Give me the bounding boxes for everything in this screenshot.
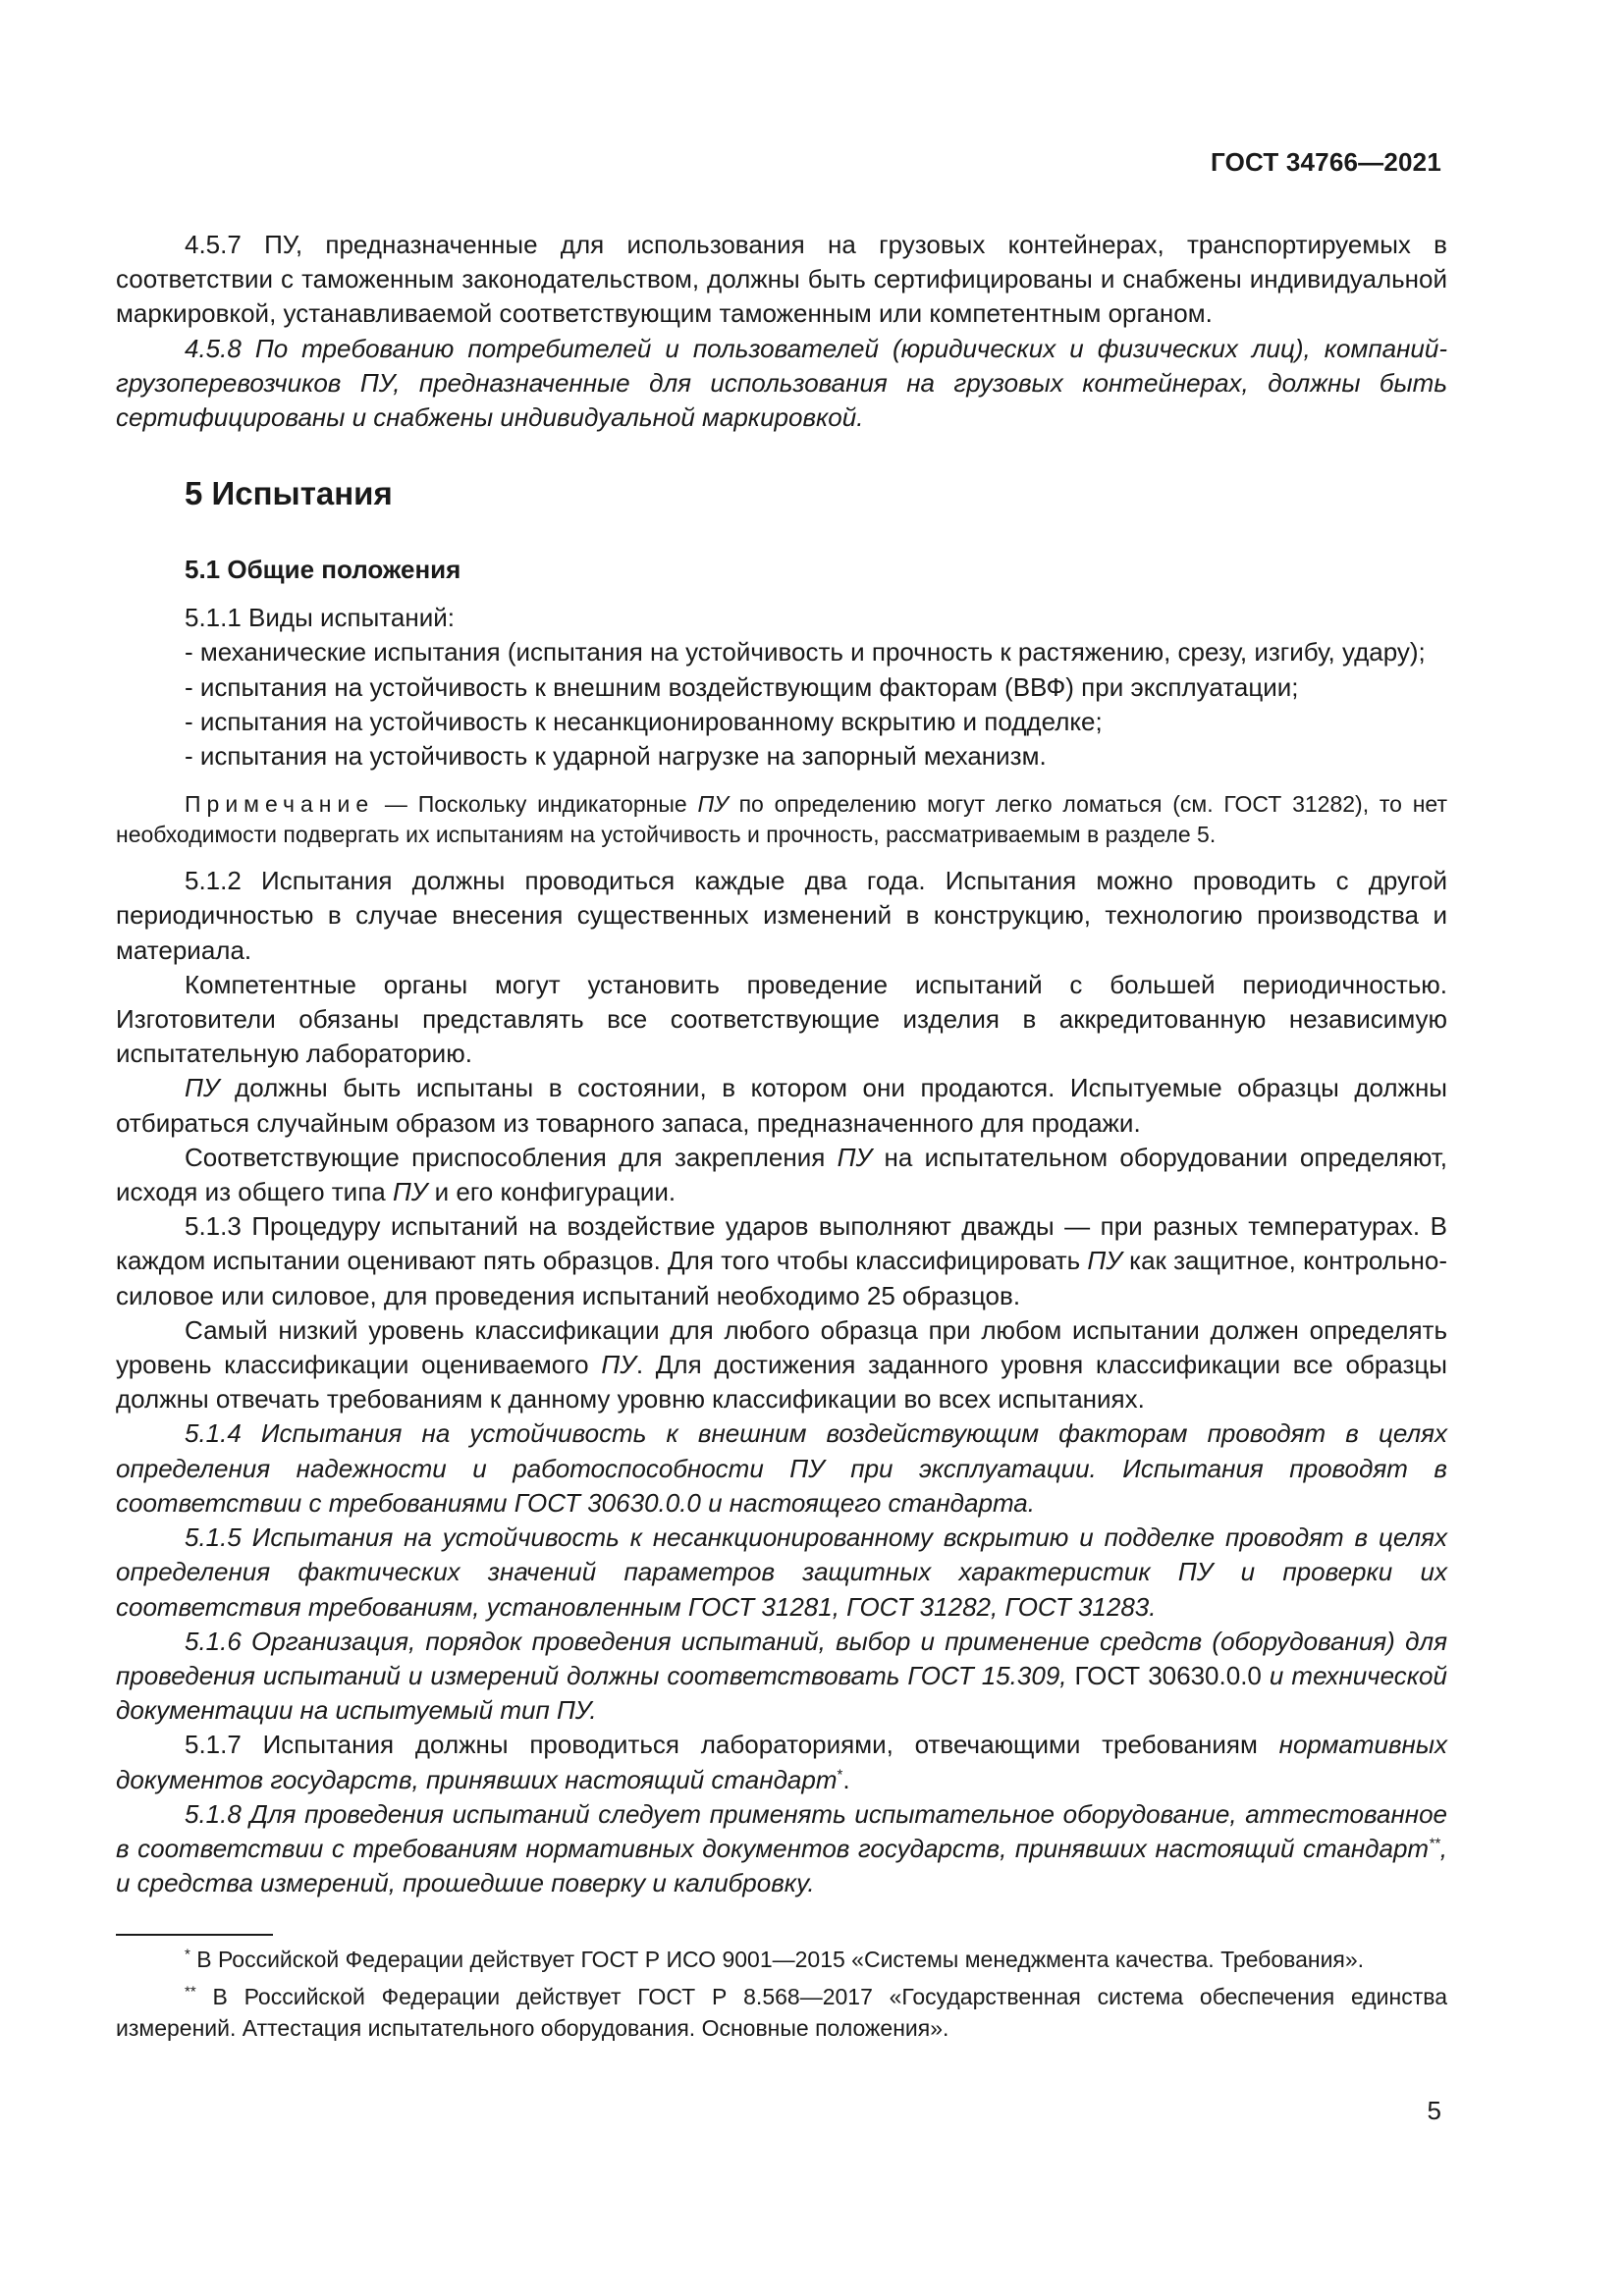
paragraph-5-1-5: 5.1.5 Испытания на устойчивость к несанкционированному вскрытию и подделке проводят в целях определения фактических значений параметров защитных характеристик ПУ и проверки их соответствия требованиям, установленным ГОСТ 31281, ГОСТ 31282, ГОСТ 31283. — [116, 1522, 1447, 1622]
p513-pu: ПУ — [1087, 1246, 1122, 1276]
paragraph-samples — [116, 1071, 1447, 1140]
samples-rest: должны быть испытаны в состоянии, в котором они продаются. Испытуемые образцы должны отбираться случайным образом из товарного запаса, предназначенного для продажи. — [116, 1073, 1447, 1138]
fixtures-c: и его конфигурации. — [427, 1177, 677, 1207]
paragraph-5-1-7 — [116, 1728, 1447, 1796]
p518-b: , и средства измерений, прошедшие поверку и калибровку. — [116, 1833, 1447, 1898]
fixtures-pu1: ПУ — [837, 1142, 873, 1172]
p513-b: как защитное, контрольно-силовое или силовое, для проведения испытаний необходимо 25 образцов. — [116, 1246, 1448, 1310]
footnote-text: В Российской Федерации действует ГОСТ Р 8.568—2017 «Государственная система обеспечения единства измерений. Аттестация испытательного оборудования. Основные положения». — [116, 1984, 1447, 2041]
note-dash: — — [374, 791, 418, 818]
paragraph-4-5-8 — [116, 332, 1447, 436]
p513-a: 5.1.3 Процедуру испытаний на воздействие ударов выполняют дважды — при разных температурах. В каждом испытании оценивают пять образцов. Для того чтобы классифицировать — [116, 1211, 1447, 1276]
lowest-b: . Для достижения заданного уровня классификации все образцы должны отвечать требованиям к данному уровню классификации во всех испытаниях. — [116, 1350, 1447, 1415]
list-item: - механические испытания (испытания на устойчивость и прочность к растяжению, срезу, изгибу, удару); — [185, 637, 1426, 667]
p516-b: ГОСТ 30630.0.0 — [1066, 1660, 1262, 1690]
note — [116, 789, 1447, 850]
lowest-a: Самый низкий уровень классификации для любого образца при любом испытании должен определять уровень классификации оцениваемого — [116, 1314, 1447, 1380]
p516-a: 5.1.6 Организация, порядок проведения испытаний, выбор и применение средств (оборудования) для проведения испытаний и измерений должны соответствовать ГОСТ 15.309, — [116, 1626, 1447, 1690]
fixtures-a: Соответствующие приспособления для закрепления — [185, 1142, 838, 1172]
fixtures-b: на испытательном оборудовании определяют, исходя из общего типа — [116, 1142, 1447, 1207]
note-text-b: по определению могут легко ломаться (см. ГОСТ 31282), то нет необходимости подвергать их испытаниям на устойчивость и прочность, рассматриваемым в разделе 5. — [116, 791, 1447, 848]
p517-c: . — [842, 1764, 850, 1794]
paragraph-5-1-8 — [116, 1797, 1447, 1901]
list-item: - испытания на устойчивость к внешним воздействующим факторам (ВВФ) при эксплуатации; — [185, 671, 1299, 702]
list-item: - испытания на устойчивость к ударной нагрузке на запорный механизм. — [185, 741, 1047, 772]
paragraph-5-1-3 — [116, 1209, 1447, 1313]
list-item: - испытания на устойчивость к несанкционированному вскрытию и подделке; — [185, 706, 1103, 736]
paragraph-5-1-2: 5.1.2 Испытания должны проводиться каждые два года. Испытания можно проводить с другой периодичностью в случае внесения существенных изменений в конструкцию, технологию производства и материала. — [116, 866, 1447, 965]
samples-pu: ПУ — [185, 1073, 220, 1103]
p518-a: 5.1.8 Для проведения испытаний следует применять испытательное оборудование, аттестованное в соответствии с требованиям нормативных документов государств, принявших настоящий стандарт — [116, 1798, 1447, 1863]
footnote-mark: ** — [185, 1983, 196, 2001]
note-label: Примечание — [185, 791, 375, 818]
paragraph-lowest-level — [116, 1313, 1447, 1417]
p517-b: нормативных документов государств, принявших настоящий стандарт — [116, 1730, 1447, 1794]
note-pu: ПУ — [697, 791, 729, 818]
paragraph-fixtures — [116, 1141, 1447, 1209]
footnote-ref-1[interactable]: * — [837, 1765, 843, 1783]
paragraph-4-5-8-text: 4.5.8 По требованию потребителей и пользователей (юридических и физических лиц), компаний-грузоперевозчиков ПУ, предназначенные для использования на грузовых контейнерах, должны быть сертифицированы и снабжены индивидуальной маркировкой. — [116, 333, 1447, 433]
section-5-1-heading: 5.1 Общие положения — [185, 555, 461, 585]
note-text-a: Поскольку индикаторные — [417, 791, 698, 818]
paragraph-5-1-6 — [116, 1625, 1447, 1729]
paragraph-4-5-7 — [116, 228, 1447, 332]
footnote-text: В Российской Федерации действует ГОСТ Р ИСО 9001—2015 «Системы менеджмента качества. Требования». — [189, 1947, 1365, 1972]
footnote-ref-2[interactable]: ** — [1429, 1835, 1440, 1852]
footnote-mark: * — [185, 1946, 190, 1963]
paragraph-5-1-4: 5.1.4 Испытания на устойчивость к внешним воздействующим факторам проводят в целях определения надежности и работоспособности ПУ при эксплуатации. Испытания проводят в соответствии с требованиями ГОСТ 30630.0.0 и настоящего стандарта. — [116, 1418, 1447, 1518]
lowest-pu: ПУ — [601, 1350, 636, 1380]
p517-a: 5.1.7 Испытания должны проводиться лабораториями, отвечающими требованиям — [185, 1730, 1279, 1760]
p516-c: и технической документации на испытуемый тип ПУ. — [116, 1660, 1447, 1726]
paragraph-5-1-1: 5.1.1 Виды испытаний: — [185, 603, 455, 633]
paragraph-4-5-7-text: 4.5.7 ПУ, предназначенные для использования на грузовых контейнерах, транспортируемых в соответствии с таможенным законодательством, должны быть сертифицированы и снабжены индивидуальной маркировкой, устанавливаемой соответствующим таможенным или компетентным органом. — [116, 230, 1447, 329]
footnote-divider — [116, 1934, 273, 1936]
footnote-item — [116, 1944, 1447, 1975]
footnote-item — [116, 1981, 1447, 2044]
document-header: ГОСТ 34766—2021 — [1211, 147, 1441, 177]
footnotes — [116, 1944, 1447, 2050]
fixtures-pu2: ПУ — [392, 1177, 428, 1207]
paragraph-competent-bodies: Компетентные органы могут установить проведение испытаний с большей периодичностью. Изготовители обязаны представлять все соответствующие изделия в аккредитованную независимую испытательную лабораторию. — [116, 969, 1447, 1069]
page-number: 5 — [1427, 2096, 1441, 2125]
section-5-heading: 5 Испытания — [185, 475, 393, 512]
document-body — [116, 228, 1447, 1900]
